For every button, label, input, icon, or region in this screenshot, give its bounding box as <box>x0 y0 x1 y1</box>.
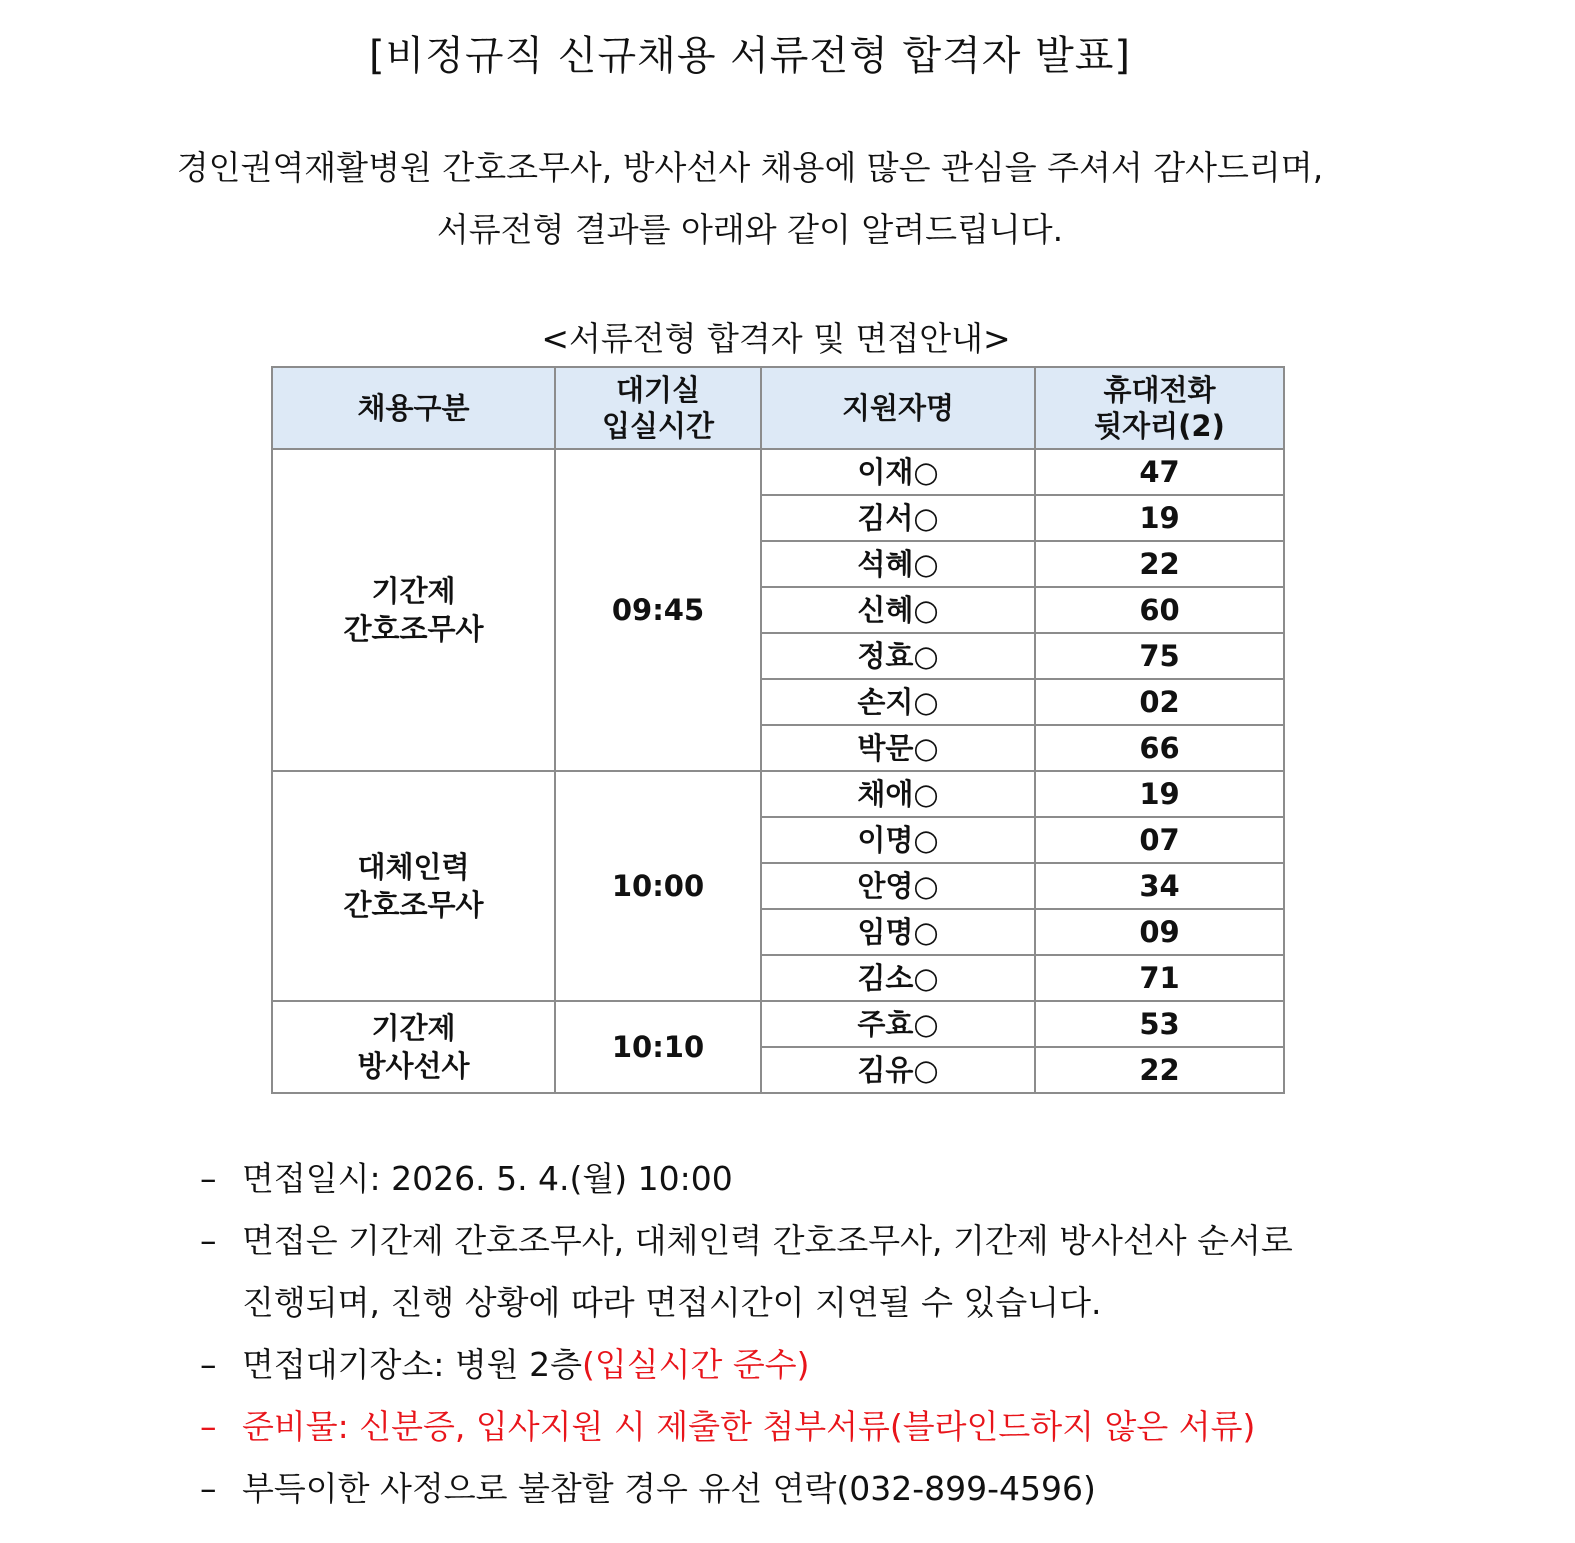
table-caption: <서류전형 합격자 및 면접안내> <box>541 319 1011 358</box>
phone-digits: 60 <box>1035 587 1284 633</box>
category-line1: 기간제 <box>371 1011 456 1045</box>
header-applicant-name <box>761 367 1035 449</box>
phone-digits: 47 <box>1035 449 1284 495</box>
applicant-name: 이재○ <box>761 449 1035 495</box>
entry-time-cell: 10:10 <box>555 1001 761 1093</box>
intro-line-2: 서류전형 결과를 아래와 같이 알려드립니다. <box>436 210 1064 249</box>
note-dash: – <box>200 1159 217 1198</box>
phone-digits: 71 <box>1035 955 1284 1001</box>
category-line2: 간호조무사 <box>343 612 484 646</box>
header-phone-digits-line2: 뒷자리(2) <box>1094 409 1225 443</box>
applicant-name: 정효○ <box>761 633 1035 679</box>
category-line2: 간호조무사 <box>343 888 484 922</box>
applicant-name: 김유○ <box>761 1047 1035 1093</box>
phone-digits: 19 <box>1035 495 1284 541</box>
note-dash: – <box>200 1407 217 1446</box>
applicant-name: 김소○ <box>761 955 1035 1001</box>
applicant-name: 김서○ <box>761 495 1035 541</box>
page-title: [비정규직 신규채용 서류전형 합격자 발표] <box>369 33 1131 79</box>
category-line1: 기간제 <box>371 574 456 608</box>
header-phone-digits <box>1035 367 1284 449</box>
table-row <box>272 449 1284 495</box>
category-cell <box>272 1001 555 1093</box>
applicant-name: 박문○ <box>761 725 1035 771</box>
header-entry-time-line2: 입실시간 <box>601 409 715 443</box>
applicant-name: 채애○ <box>761 771 1035 817</box>
notice-list <box>200 1148 1540 1520</box>
intro-line-1: 경인권역재활병원 간호조무사, 방사선사 채용에 많은 관심을 주셔서 감사드리며, <box>176 148 1324 187</box>
header-category <box>272 367 555 449</box>
phone-digits: 19 <box>1035 771 1284 817</box>
table-header-row <box>272 367 1284 449</box>
category-line1: 대체인력 <box>357 850 470 884</box>
applicant-name: 임명○ <box>761 909 1035 955</box>
phone-digits: 75 <box>1035 633 1284 679</box>
note-interview-date <box>200 1148 1540 1210</box>
category-line2: 방사선사 <box>357 1049 470 1083</box>
note-waiting-place <box>200 1334 1540 1396</box>
note-required-items <box>200 1396 1540 1458</box>
applicant-name: 손지○ <box>761 679 1035 725</box>
note-dash: – <box>200 1345 217 1384</box>
header-category-label: 채용구분 <box>357 391 470 425</box>
note-contact <box>200 1458 1540 1520</box>
note-interview-date-text: 면접일시: 2026. 5. 4.(월) 10:00 <box>242 1159 733 1198</box>
header-entry-time-line1: 대기실 <box>615 373 701 407</box>
phone-digits: 02 <box>1035 679 1284 725</box>
phone-digits: 34 <box>1035 863 1284 909</box>
phone-digits: 09 <box>1035 909 1284 955</box>
applicant-name: 주효○ <box>761 1001 1035 1047</box>
entry-time-cell: 09:45 <box>555 449 761 771</box>
category-cell <box>272 771 555 1001</box>
note-interview-order-line2: 진행되며, 진행 상황에 따라 면접시간이 지연될 수 있습니다. <box>242 1283 1102 1322</box>
result-table <box>271 366 1285 1094</box>
phone-digits: 22 <box>1035 1047 1284 1093</box>
applicant-name: 이명○ <box>761 817 1035 863</box>
phone-digits: 07 <box>1035 817 1284 863</box>
entry-time-cell: 10:00 <box>555 771 761 1001</box>
note-interview-order <box>200 1210 1540 1272</box>
applicant-name: 안영○ <box>761 863 1035 909</box>
category-cell <box>272 449 555 771</box>
table-row <box>272 771 1284 817</box>
header-entry-time <box>555 367 761 449</box>
phone-digits: 22 <box>1035 541 1284 587</box>
note-interview-order-line1: 면접은 기간제 간호조무사, 대체인력 간호조무사, 기간제 방사선사 순서로 <box>242 1221 1293 1260</box>
applicant-name: 석혜○ <box>761 541 1035 587</box>
applicant-name: 신혜○ <box>761 587 1035 633</box>
note-dash: – <box>200 1469 217 1508</box>
note-interview-order-cont <box>200 1272 1540 1334</box>
phone-digits: 53 <box>1035 1001 1284 1047</box>
header-applicant-name-label: 지원자명 <box>841 391 955 425</box>
note-required-items-text: 준비물: 신분증, 입사지원 시 제출한 첨부서류(블라인드하지 않은 서류) <box>242 1407 1256 1446</box>
note-dash: – <box>200 1221 217 1260</box>
note-contact-text: 부득이한 사정으로 불참할 경우 유선 연락(032-899-4596) <box>242 1469 1096 1508</box>
header-phone-digits-line1: 휴대전화 <box>1103 373 1216 407</box>
table-row <box>272 1001 1284 1047</box>
note-waiting-place-emphasis: (입실시간 준수) <box>582 1345 810 1384</box>
phone-digits: 66 <box>1035 725 1284 771</box>
note-waiting-place-text: 면접대기장소: 병원 2층 <box>242 1345 582 1384</box>
